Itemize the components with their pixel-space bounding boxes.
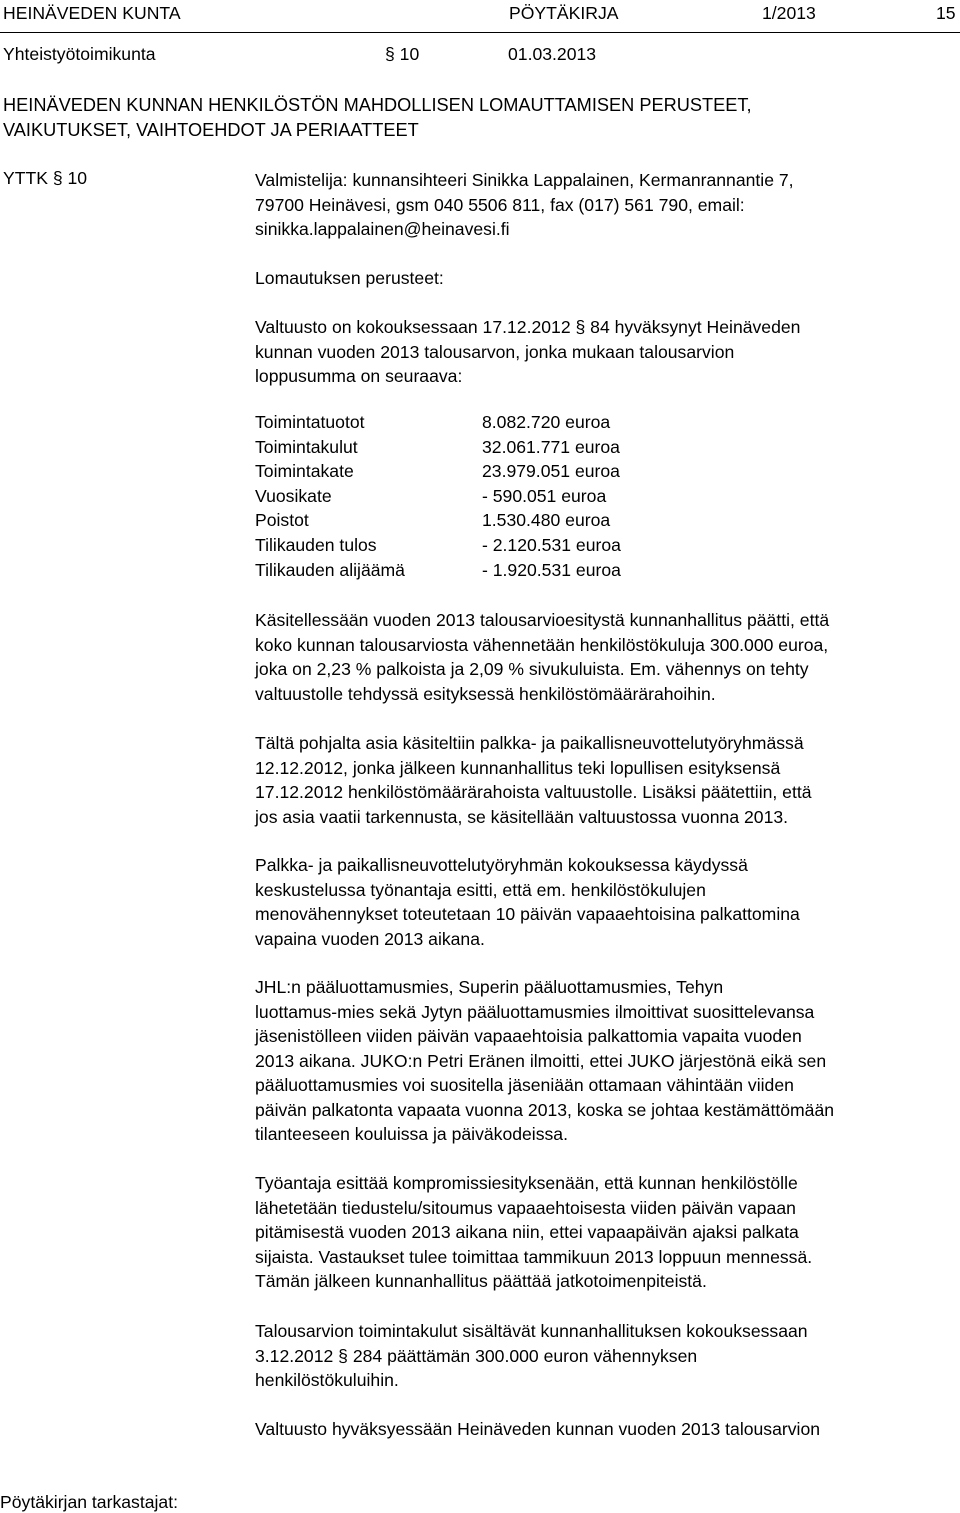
paragraph-line: Työantaja esittää kompromissiesityksenään, että kunnan henkilöstölle <box>255 1173 798 1193</box>
footer-inspectors-label: Pöytäkirjan tarkastajat: <box>0 1492 178 1512</box>
table-row <box>255 558 621 583</box>
table-row <box>255 435 621 460</box>
table-row <box>255 484 621 509</box>
paragraph-line: Käsitellessään vuoden 2013 talousarvioesitystä kunnanhallitus päätti, että <box>255 610 830 630</box>
document-number: 1/2013 <box>762 3 816 23</box>
paragraph <box>255 975 960 1147</box>
paragraph <box>255 1171 960 1294</box>
body-name: Yhteistyötoimikunta <box>3 44 156 64</box>
basis-heading: Lomautuksen perusteet: <box>255 268 444 288</box>
table-row <box>255 459 621 484</box>
paragraph-line: 3.12.2012 § 284 päättämän 300.000 euron vähennyksen <box>255 1345 698 1366</box>
row-value: - 590.051 euroa <box>482 485 607 506</box>
paragraph-line: Tämän jälkeen kunnanhallitus päättää jatkotoimenpiteistä. <box>255 1271 707 1291</box>
row-label: Tilikauden alijäämä <box>255 559 405 580</box>
paragraph-line: vapaina vuoden 2013 aikana. <box>255 928 485 949</box>
paragraph-line: henkilöstökuluihin. <box>255 1370 399 1390</box>
municipality-name: HEINÄVEDEN KUNTA <box>3 3 181 23</box>
paragraph-line: Valtuusto hyväksyessään Heinäveden kunnan vuoden 2013 talousarvion <box>255 1419 821 1439</box>
paragraph-line: JHL:n pääluottamusmies, Superin pääluottamusmies, Tehyn <box>255 977 724 997</box>
row-value: - 1.920.531 euroa <box>482 559 621 580</box>
paragraph-line: sijaista. Vastaukset tulee toimittaa tammikuun 2013 loppuun mennessä. <box>255 1246 813 1267</box>
preparer-line: 79700 Heinävesi, gsm 040 5506 811, fax (017) 561 790, email: <box>255 194 745 215</box>
paragraph-line: 12.12.2012, jonka jälkeen kunnanhallitus teki lopullisen esityksensä <box>255 757 781 778</box>
paragraph-line: menovähennykset toteutetaan 10 päivän vapaaehtoisina palkattomina <box>255 904 800 924</box>
paragraph-line: luottamus-mies sekä Jytyn pääluottamusmies ilmoittivat suosittelevansa <box>255 1001 815 1022</box>
paragraph <box>255 1319 960 1393</box>
preparer-line: sinikka.lappalainen@heinavesi.fi <box>255 219 510 239</box>
paragraph <box>255 731 960 829</box>
meeting-date: 01.03.2013 <box>508 44 597 64</box>
paragraph <box>255 608 960 706</box>
row-label: Tilikauden tulos <box>255 534 377 555</box>
budget-table <box>255 410 621 582</box>
document-title <box>3 93 752 142</box>
title-line: VAIKUTUKSET, VAIHTOEHDOT JA PERIAATTEET <box>3 119 419 140</box>
paragraph-line: tilanteeseen kouluissa ja päiväkodeissa. <box>255 1124 568 1144</box>
paragraph-line: kunnan vuoden 2013 talousarvon, jonka mukaan talousarvion <box>255 341 735 362</box>
paragraph-line: koko kunnan talousarviosta vähennetään henkilöstökuluja 300.000 euroa, <box>255 634 829 655</box>
paragraph-line: keskustelussa työnantaja esitti, että em. henkilöstökulujen <box>255 879 706 900</box>
paragraph-line: 2013 aikana. JUKO:n Petri Eränen ilmoitti, ettei JUKO järjestönä eikä sen <box>255 1050 827 1071</box>
paragraph-line: Valtuusto on kokouksessaan 17.12.2012 § 84 hyväksynyt Heinäveden <box>255 317 801 337</box>
paragraph-line: joka on 2,23 % palkoista ja 2,09 % sivukuluista. Em. vähennys on tehty <box>255 659 809 679</box>
section-number: § 10 <box>385 44 420 64</box>
row-value: 32.061.771 euroa <box>482 436 620 457</box>
paragraph-line: jäsenistölleen viiden päivän vapaaehtoisia palkattomia vapaita vuoden <box>255 1026 802 1046</box>
preparer-line: Valmistelija: kunnansihteeri Sinikka Lappalainen, Kermanrannantie 7, <box>255 170 794 190</box>
row-label: Poistot <box>255 510 309 531</box>
paragraph-line: jos asia vaatii tarkennusta, se käsitellään valtuustossa vuonna 2013. <box>255 806 789 827</box>
row-label: Vuosikate <box>255 485 332 506</box>
table-row <box>255 533 621 558</box>
table-row <box>255 508 621 533</box>
row-value: 23.979.051 euroa <box>482 461 620 482</box>
paragraph-line: päivän palkatonta vapaata vuonna 2013, koska se johtaa kestämättömään <box>255 1099 835 1120</box>
row-value: 8.082.720 euroa <box>482 412 611 432</box>
document-type: PÖYTÄKIRJA <box>509 3 619 23</box>
paragraph-line: 17.12.2012 henkilöstömäärärahoista valtuustolle. Lisäksi päätettiin, että <box>255 782 812 802</box>
header-divider <box>0 32 960 33</box>
paragraph-line: lähetetään tiedustelu/sitoumus vapaaehtoisesta viiden päivän vapaan <box>255 1197 796 1218</box>
row-label: Toimintakate <box>255 461 354 482</box>
paragraph-line: valtuustolle tehdyssä esityksessä henkilöstömäärärahoihin. <box>255 683 716 704</box>
paragraph-line: pitämisestä vuoden 2013 aikana niin, ettei vapaapäivän ajaksi palkata <box>255 1222 799 1242</box>
paragraph-line: Tältä pohjalta asia käsiteltiin palkka- ja paikallisneuvottelutyöryhmässä <box>255 733 804 753</box>
paragraph-line: Palkka- ja paikallisneuvottelutyöryhmän kokouksessa käydyssä <box>255 855 748 875</box>
page-number: 15 <box>936 3 956 23</box>
title-line: HEINÄVEDEN KUNNAN HENKILÖSTÖN MAHDOLLISEN LOMAUTTAMISEN PERUSTEET, <box>3 95 752 115</box>
table-row <box>255 410 621 435</box>
row-label: Toimintatuotot <box>255 412 365 432</box>
row-label: Toimintakulut <box>255 436 358 457</box>
paragraph-line: loppusumma on seuraava: <box>255 366 463 386</box>
paragraph <box>255 853 960 951</box>
council-paragraph <box>255 315 960 389</box>
row-value: 1.530.480 euroa <box>482 510 611 531</box>
item-reference: YTTK § 10 <box>3 168 88 188</box>
preparer-block <box>255 168 960 242</box>
paragraph <box>255 1417 960 1442</box>
paragraph-line: pääluottamusmies voi suositella jäseniään ottamaan vähintään viiden <box>255 1075 794 1095</box>
paragraph-line: Talousarvion toimintakulut sisältävät kunnanhallituksen kokouksessaan <box>255 1321 808 1341</box>
row-value: - 2.120.531 euroa <box>482 534 621 555</box>
